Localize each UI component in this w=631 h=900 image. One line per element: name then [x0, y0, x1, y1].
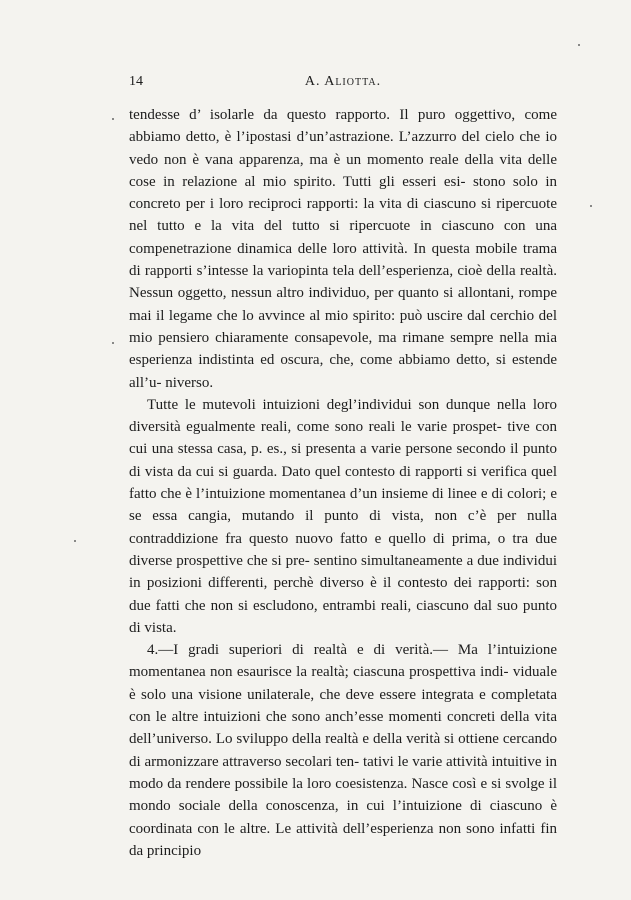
speck	[590, 205, 592, 207]
speck	[112, 342, 114, 344]
text-line: verità si ottiene cercando di armonizzare attraverso secolari ten-	[129, 731, 558, 770]
text-line: tive con cui una stessa casa, p. es., si presenta a varie persone	[129, 419, 558, 458]
text-line: loro diversità egualmente reali, come sono reali le varie prospet-	[129, 396, 558, 436]
text-line: momentanea non esaurisce la realtà; ciascuna prospettiva indi-	[129, 664, 509, 681]
text-line: Tutte le mutevoli intuizioni degl’individui son dunque nella	[147, 396, 527, 413]
text-line: In questa mobile trama di rapporti s’intesse la variopinta tela	[129, 240, 558, 280]
text-line: tativi le varie attività intuitive in modo da rendere possibile la	[129, 753, 557, 792]
text-line: dell’esperienza, cioè della realtà. Nessun oggetto, nessun altro	[129, 263, 557, 302]
speck	[74, 540, 76, 542]
speck	[578, 44, 580, 46]
text-line: secondo il punto di vista da cui si guarda. Dato quel contesto	[129, 441, 558, 480]
running-head: A. Aliotta.	[304, 74, 382, 89]
text-line: altre. Le attività dell’esperienza non sono infatti fin da principio	[129, 820, 558, 859]
speck	[112, 118, 114, 120]
paragraph	[129, 104, 557, 394]
text-line: si escludono, entrambi reali, ciascuno dal suo punto di vista.	[129, 597, 558, 636]
text-line: che io vedo non è vana apparenza, ma è un momento reale della	[129, 129, 558, 168]
text-line: chiaramente consapevole, ma rimane sempre nella mia esperienza	[129, 329, 557, 369]
page-header	[129, 74, 557, 92]
text-line: indistinta ed oscura, che, come abbiamo detto, si estende all’u-	[129, 352, 558, 391]
text-line: avvince al mio spirito: può uscire dal cerchio del mio pensiero	[129, 307, 558, 346]
text-line: tendesse d’ isolarle da questo rapporto. Il puro oggettivo, come	[129, 107, 557, 123]
text-line: e completata con le altre intuizioni che sono anch’esse momenti	[129, 686, 557, 726]
text-line: fatto e quello di prima, o tra due diverse prospettive che si pre-	[129, 530, 557, 569]
text-line: conoscenza, in cui l’intuizione di ciascuno è coordinata con le	[129, 798, 557, 837]
paragraph	[129, 394, 557, 639]
text-line: abbiamo detto, è l’ipostasi d’un’astrazione. L’azzurro del cielo	[129, 129, 515, 146]
text-line: in ciascuno con una compenetrazione dinamica delle loro attività.	[129, 218, 558, 257]
text-line: ciascuno si ripercuote nel tutto e la vita del tutto si ripercuote	[129, 196, 557, 235]
text-line: vita delle cose in relazione al mio spirito. Tutti gli esseri esi-	[129, 151, 557, 190]
text-line: viduale è solo una visione unilaterale, che deve essere integrata	[129, 664, 558, 703]
page-number: 14	[129, 74, 143, 89]
text-line: niverso.	[165, 374, 214, 391]
text-line: sentino simultaneamente a due individui in posizioni differenti,	[129, 552, 558, 592]
text-line: individuo, per quanto si allontani, rompe mai il legame che lo	[129, 285, 558, 324]
text-line: loro coesistenza. Nasce così e si svolge il mondo sociale della	[129, 775, 558, 815]
text-line: perchè diverso è il contesto dei rapporti: son due fatti che non	[129, 575, 558, 614]
body-text	[129, 104, 557, 862]
text-line: di rapporti si verifica quel fatto che è l’intuizione momentanea	[129, 463, 557, 503]
paragraph	[129, 639, 557, 862]
text-line: d’un insieme di linee e di colori; e se essa cangia, mutando il	[129, 486, 558, 525]
text-line: concreti della vita dell’universo. Lo sviluppo della realtà e della	[129, 709, 558, 748]
text-line: punto di vista, non c’è per nulla contraddizione fra questo nuovo	[129, 508, 557, 547]
text-line: 4.—I gradi superiori di realtà e di verità.— Ma l’intuizione	[147, 642, 557, 659]
text-line: stono solo in concreto per i loro reciproci rapporti: la vita di	[129, 173, 558, 213]
